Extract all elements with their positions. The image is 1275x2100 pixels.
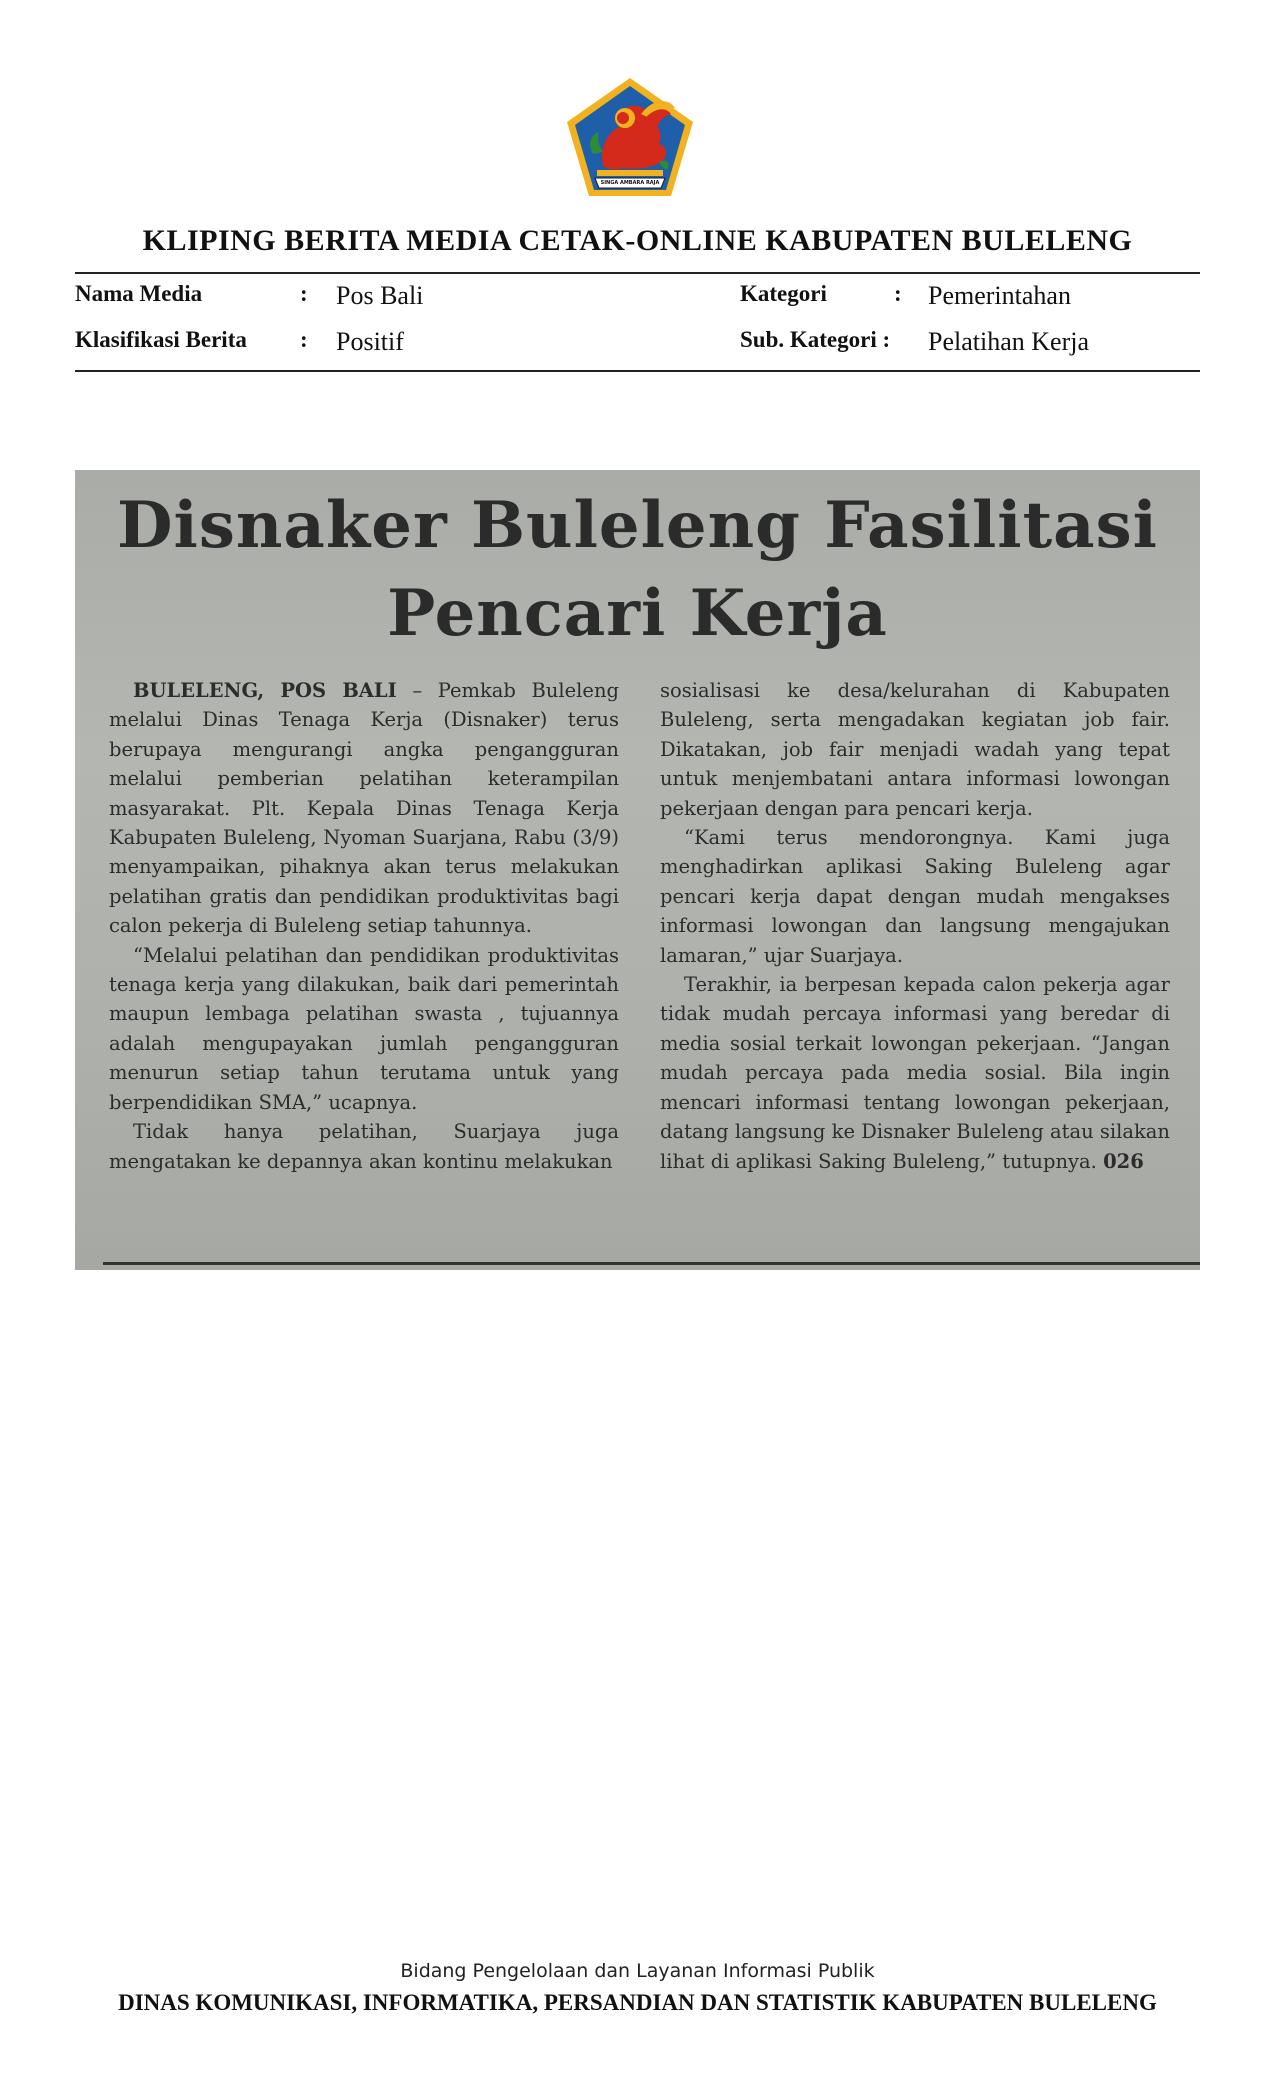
footer-department: Bidang Pengelolaan dan Layanan Informasi Publik bbox=[400, 1960, 875, 1982]
article-headline-line1: Disnaker Buleleng Fasilitasi bbox=[117, 488, 1158, 563]
newspaper-clipping bbox=[75, 470, 1200, 1270]
meta-divider bbox=[75, 370, 1200, 372]
klasifikasi-berita-value: Positif bbox=[336, 327, 404, 356]
article-dateline: BULELENG, POS BALI bbox=[133, 679, 397, 702]
document-title: KLIPING BERITA MEDIA CETAK-ONLINE KABUPATEN BULELENG bbox=[142, 224, 1133, 257]
clipping-bottom-rule bbox=[103, 1262, 1200, 1265]
kategori-colon: : bbox=[894, 281, 902, 306]
article-paragraph: “Melalui pelatihan dan pendidikan produktivitas tenaga kerja yang dilakukan, baik dari pemerintah maupun lembaga pelatihan swasta , tujuannya adalah mengupayakan jumlah pengangguran menurun setiap tahun terutama untuk yang berpendidikan SMA,” ucapnya. bbox=[109, 943, 619, 1114]
kategori-label: Kategori bbox=[740, 281, 827, 306]
article-paragraph: Tidak hanya pelatihan, Suarjaya juga mengatakan ke depannya akan kontinu melakukan bbox=[109, 1120, 619, 1173]
sub-kategori-value: Pelatihan Kerja bbox=[928, 327, 1089, 356]
nama-media-colon: : bbox=[300, 281, 308, 306]
klasifikasi-berita-colon: : bbox=[300, 327, 308, 352]
article-paragraph bbox=[109, 676, 619, 941]
sub-kategori-label: Sub. Kategori : bbox=[740, 327, 891, 352]
article-paragraph: “Kami terus mendorongnya. Kami juga menghadirkan aplikasi Saking Buleleng agar pencari kerja dapat dengan mudah mengakses informasi lowongan dan langsung mengajukan lamaran,” ujar Suarjaya. bbox=[660, 826, 1170, 967]
top-divider bbox=[75, 272, 1200, 274]
article-closing-text: Terakhir, ia berpesan kepada calon pekerja agar tidak mudah percaya informasi yang beredar di media sosial terkait lowongan pekerjaan. “Jangan mudah percaya pada media sosial. Bila ingin mencari informasi tentang lowongan pekerjaan, datang langsung ke Disnaker Buleleng atau silakan lihat di aplikasi Saking Buleleng,” tutupnya. bbox=[660, 973, 1170, 1173]
logo-banner-text: SINGA AMBARA RAJA bbox=[600, 180, 660, 186]
article-paragraph: sosialisasi ke desa/kelurahan di Kabupaten Buleleng, serta mengadakan kegiatan job fair. Dikatakan, job fair menjadi wadah yang tepat untuk menjembatani antara informasi lowongan pekerjaan dengan para pencari kerja. bbox=[660, 679, 1170, 820]
regency-logo bbox=[563, 74, 697, 200]
article-lead-text: – Pemkab Buleleng melalui Dinas Tenaga Kerja (Disnaker) terus berupaya mengurangi angka pengangguran melalui pemberian pelatihan keterampilan masyarakat. Plt. Kepala Dinas Tenaga Kerja Kabupaten Buleleng, Nyoman Suarjana, Rabu (3/9) menyampaikan, pihaknya akan terus melakukan pelatihan gratis dan pendidikan produktivitas bagi calon pekerja di Buleleng setiap tahunnya. bbox=[109, 679, 619, 938]
footer-agency: DINAS KOMUNIKASI, INFORMATIKA, PERSANDIAN DAN STATISTIK KABUPATEN BULELENG bbox=[118, 1990, 1157, 2015]
nama-media-label: Nama Media bbox=[75, 281, 203, 306]
article-column-right bbox=[660, 676, 1170, 1176]
nama-media-value: Pos Bali bbox=[336, 281, 424, 310]
article-paragraph bbox=[660, 970, 1170, 1176]
article-column-left bbox=[109, 676, 619, 1176]
klasifikasi-berita-label: Klasifikasi Berita bbox=[75, 327, 247, 352]
kategori-value: Pemerintahan bbox=[928, 281, 1071, 310]
article-headline-line2: Pencari Kerja bbox=[387, 576, 888, 651]
article-signoff: 026 bbox=[1103, 1149, 1144, 1173]
